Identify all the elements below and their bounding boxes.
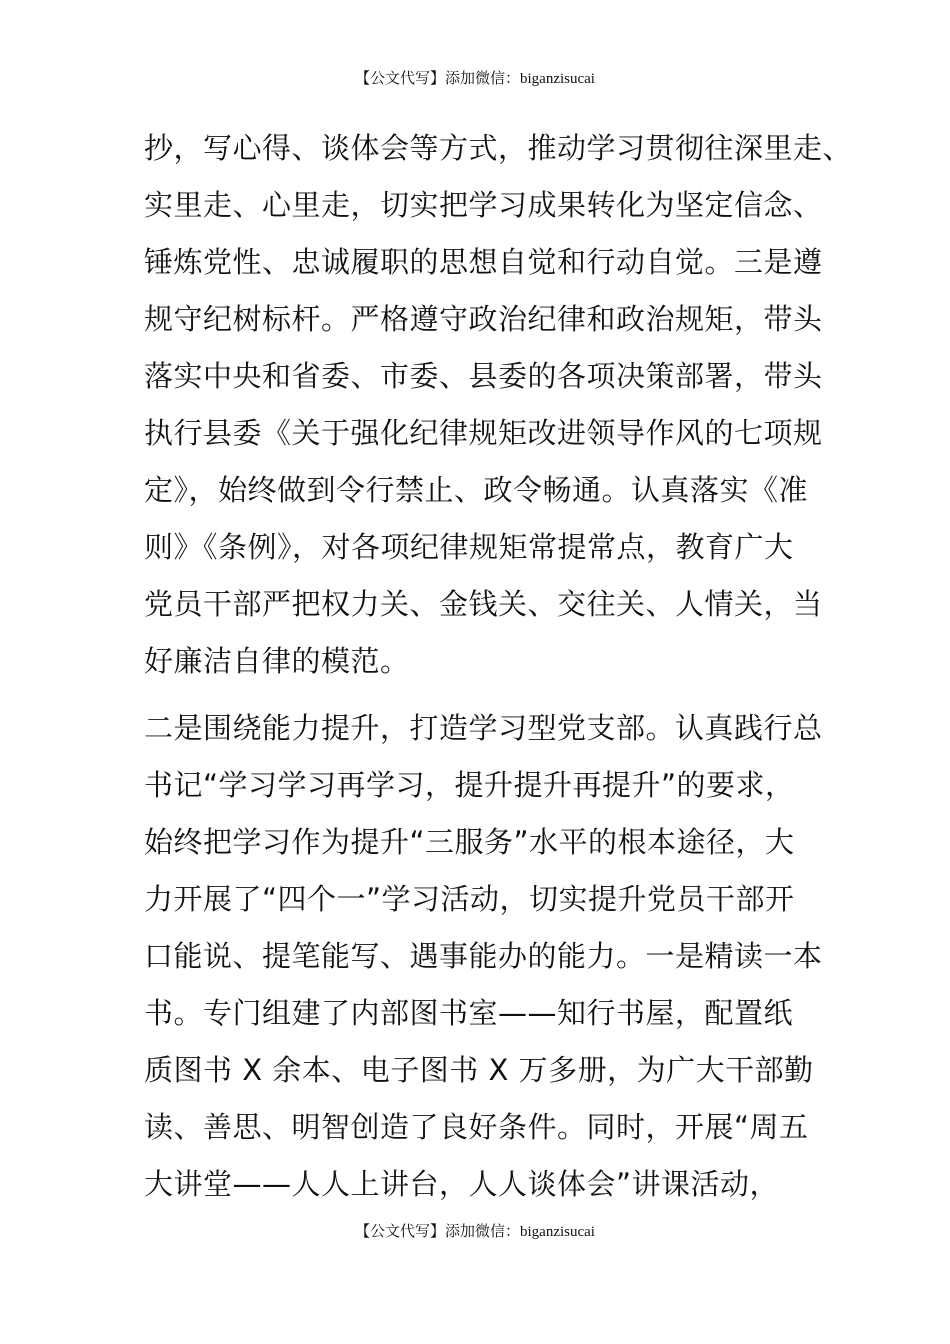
paragraph-2 (144, 700, 824, 1213)
document-body (144, 120, 853, 1213)
text-line: 书记“学习学习再学习，提升提升再提升”的要求， (144, 768, 795, 802)
text-line: 二是围绕能力提升，打造学习型党支部。认真践行总 (144, 711, 823, 745)
text-line: 始终把学习作为提升“三服务”水平的根本途径，大 (144, 825, 795, 859)
text-line: 大讲堂——人人上讲台，人人谈体会”讲课活动， (144, 1167, 780, 1201)
text-line: 口能说、提笔能写、遇事能办的能力。一是精读一本 (144, 939, 823, 973)
paragraph-1 (144, 120, 853, 690)
text-line: 实里走、心里走，切实把学习成果转化为坚定信念、 (144, 188, 823, 222)
text-line: 规守纪树标杆。严格遵守政治纪律和政治规矩，带头 (144, 302, 823, 336)
text-line: 书。专门组建了内部图书室——知行书屋，配置纸 (144, 996, 794, 1030)
text-line: 锤炼党性、忠诚履职的思想自觉和行动自觉。三是遵 (144, 245, 823, 279)
text-line: 质图书 X 余本、电子图书 X 万多册，为广大干部勤 (144, 1053, 814, 1087)
page-header-watermark: 【公文代写】添加微信：biganzisucai (355, 71, 595, 87)
text-line: 好廉洁自律的模范。 (144, 644, 410, 678)
text-line: 抄，写心得、谈体会等方式，推动学习贯彻往深里走、 (144, 131, 853, 165)
text-line: 执行县委《关于强化纪律规矩改进领导作风的七项规 (144, 416, 823, 450)
text-line: 则》《条例》，对各项纪律规矩常提常点，教育广大 (144, 530, 794, 564)
text-line: 落实中央和省委、市委、县委的各项决策部署，带头 (144, 359, 823, 393)
page-footer-watermark: 【公文代写】添加微信：biganzisucai (355, 1224, 595, 1240)
text-line: 定》，始终做到令行禁止、政令畅通。认真落实《准 (144, 473, 809, 507)
text-line: 党员干部严把权力关、金钱关、交往关、人情关，当 (144, 587, 823, 621)
text-line: 读、善思、明智创造了良好条件。同时，开展“周五 (144, 1110, 809, 1144)
text-line: 力开展了“四个一”学习活动，切实提升党员干部开 (144, 882, 795, 916)
